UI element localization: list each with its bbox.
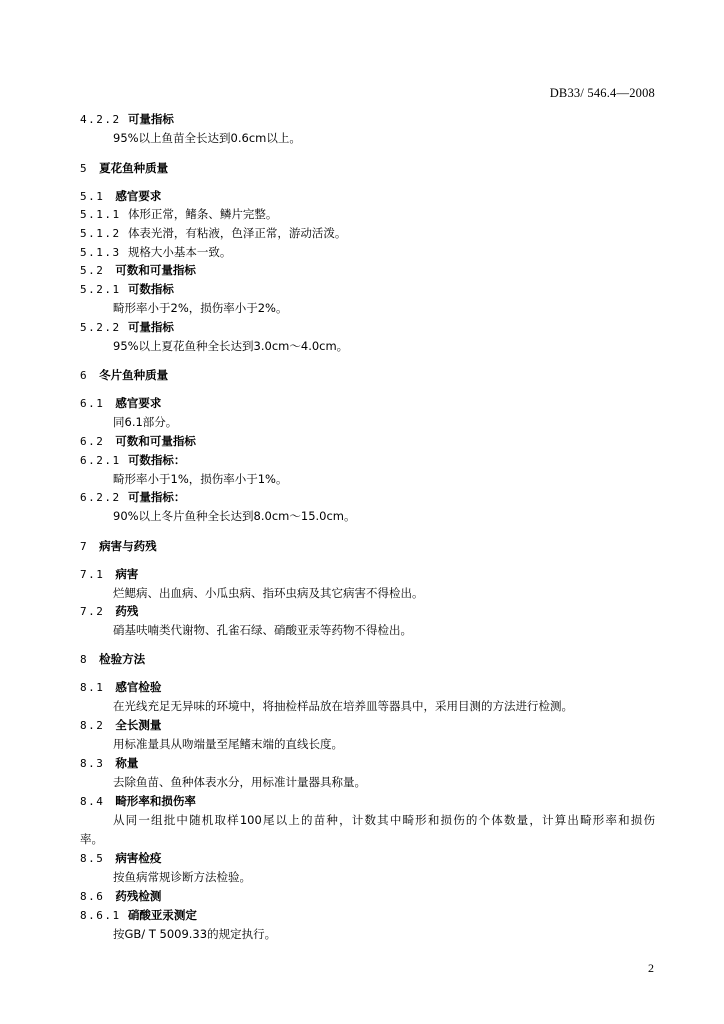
clause-8-4-heading: 8.4 畸形率和损伤率	[80, 794, 196, 808]
page-number: 2	[648, 961, 654, 975]
clause-6-1-text: 同6.1部分。	[113, 415, 178, 429]
clause-6-2-1-text: 畸形率小于1%，损伤率小于1%。	[113, 472, 288, 486]
clause-8-4-text-line-1: 从同一组批中随机取样100尾以上的苗种，计数其中畸形和损伤的个体数量，计算出畸形率和损伤	[113, 813, 655, 827]
clause-5-2-heading: 5.2 可数和可量指标	[80, 263, 196, 277]
standard-number: DB33/ 546.4—2008	[549, 86, 655, 100]
clause-8-2-heading: 8.2 全长测量	[80, 718, 162, 732]
clause-7-1-text: 烂鳃病、出血病、小瓜虫病、指环虫病及其它病害不得检出。	[113, 586, 424, 600]
clause-5-2-2-heading: 5.2.2 可量指标	[80, 320, 174, 334]
chapter-8-heading: 8 检验方法	[80, 652, 146, 666]
chapter-7-heading: 7 病害与药残	[80, 539, 157, 553]
chapter-5-heading: 5 夏花鱼种质量	[80, 161, 169, 175]
clause-8-6-1-text: 按GB/ T 5009.33的规定执行。	[113, 927, 277, 941]
clause-8-3-text: 去除鱼苗、鱼种体表水分，用标准计量器具称量。	[113, 775, 366, 789]
clause-8-5-text: 按鱼病常规诊断方法检验。	[113, 870, 251, 884]
clause-6-2-heading: 6.2 可数和可量指标	[80, 434, 196, 448]
clause-6-2-2-heading: 6.2.2 可量指标：	[80, 490, 186, 504]
clause-5-2-1-text: 畸形率小于2%，损伤率小于2%。	[113, 301, 288, 315]
clause-5-1-2: 5.1.2 体表光滑，有粘液，色泽正常，游动活泼。	[80, 226, 347, 240]
chapter-6-heading: 6 冬片鱼种质量	[80, 368, 169, 382]
clause-4-2-2-heading: 4.2.2 可量指标	[80, 112, 174, 126]
clause-7-1-heading: 7.1 病害	[80, 567, 139, 581]
clause-8-6-1-heading: 8.6.1 硝酸亚汞测定	[80, 908, 197, 922]
clause-8-5-heading: 8.5 病害检疫	[80, 851, 162, 865]
clause-7-2-heading: 7.2 药残	[80, 604, 139, 618]
clause-4-2-2-text: 95%以上鱼苗全长达到0.6cm以上。	[113, 131, 301, 145]
clause-7-2-text: 硝基呋喃类代谢物、孔雀石绿、硝酸亚汞等药物不得检出。	[113, 623, 412, 637]
clause-6-2-1-heading: 6.2.1 可数指标：	[80, 453, 186, 467]
clause-8-3-heading: 8.3 称量	[80, 756, 139, 770]
clause-5-1-heading: 5.1 感官要求	[80, 189, 162, 203]
clause-5-2-2-text: 95%以上夏花鱼种全长达到3.0cm～4.0cm。	[113, 339, 349, 353]
clause-6-2-2-text: 90%以上冬片鱼种全长达到8.0cm～15.0cm。	[113, 509, 356, 523]
clause-5-1-1: 5.1.1 体形正常，鳍条、鳞片完整。	[80, 207, 278, 221]
clause-8-1-heading: 8.1 感官检验	[80, 680, 162, 694]
clause-8-6-heading: 8.6 药残检测	[80, 889, 162, 903]
clause-6-1-heading: 6.1 感官要求	[80, 396, 162, 410]
clause-8-1-text: 在光线充足无异味的环境中，将抽检样品放在培养皿等器具中，采用目测的方法进行检测。	[113, 699, 573, 713]
clause-5-1-3: 5.1.3 规格大小基本一致。	[80, 245, 232, 259]
clause-8-2-text: 用标准量具从吻端量至尾鳍末端的直线长度。	[113, 737, 343, 751]
clause-8-4-text-line-2: 率。	[80, 832, 103, 846]
clause-5-2-1-heading: 5.2.1 可数指标	[80, 282, 174, 296]
